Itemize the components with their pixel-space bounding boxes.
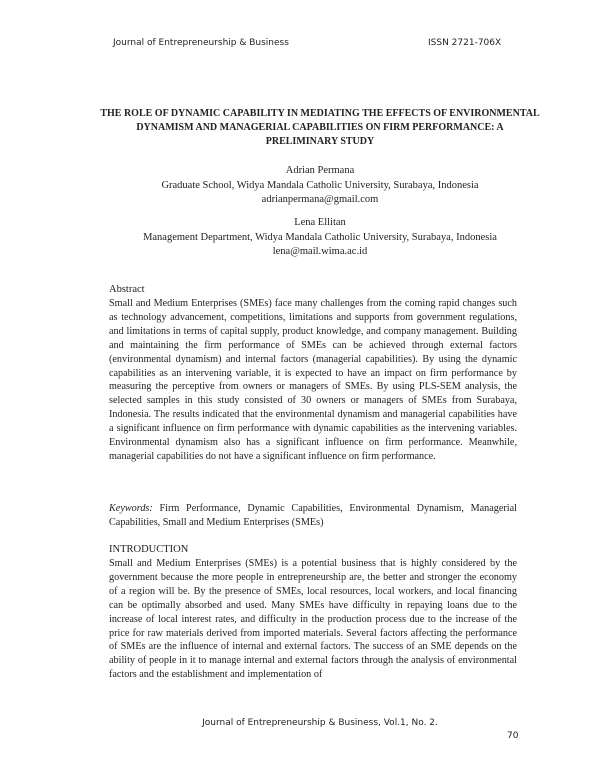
- running-header-issn: ISSN 2721-706X: [428, 38, 502, 48]
- keywords-label: Keywords:: [109, 503, 153, 514]
- author-block-1: [80, 164, 560, 208]
- author-email: adrianpermana@gmail.com: [261, 194, 379, 205]
- keywords-list: Firm Performance, Dynamic Capabilities, Environmental Dynamism, Managerial Capabilities, Small and Medium Enterprises (SMEs): [109, 503, 517, 528]
- author-name: Lena Ellitan: [294, 217, 346, 228]
- author-block-2: [80, 216, 560, 260]
- author-affiliation: Graduate School, Widya Mandala Catholic University, Surabaya, Indonesia: [161, 179, 479, 191]
- introduction-heading: INTRODUCTION: [109, 544, 189, 555]
- author-email: lena@mail.wima.ac.id: [272, 246, 368, 257]
- page-number: 70: [507, 731, 519, 741]
- abstract-text: Small and Medium Enterprises (SMEs) face many challenges from the coming rapid changes such as technology advancement, competitions, limitations and supports from government regulations, and limitations in terms of capital supply, product knowledge, and company management. Building and maintaining the firm performance of SMEs can be achieved through external factors (environmental dynamism) and internal factors (managerial capabilities). By using the dynamic capabilities as an intervening variable, it is expected to have an impact on firm performance by measuring the perceptive from owners or managers of SMEs. By using PLS-SEM analysis, the selected samples in this study consisted of 30 owners or managers of SMEs from Surabaya, Indonesia. The results indicated that the environmental dynamism and managerial capabilities have a significant influence on firm performance with dynamic capabilities as the intervening variables. Environmental dynamism also has a significant influence on firm performance. Meanwhile, managerial capabilities do not have a significant influence on firm performance.: [109, 298, 517, 462]
- keywords-paragraph: [109, 502, 517, 530]
- author-name: Adrian Permana: [285, 165, 355, 176]
- author-affiliation: Management Department, Widya Mandala Catholic University, Surabaya, Indonesia: [143, 231, 497, 243]
- abstract-heading: Abstract: [109, 284, 145, 295]
- running-header-journal: Journal of Entrepreneurship & Business: [113, 38, 289, 48]
- paper-title: THE ROLE OF DYNAMIC CAPABILITY IN MEDIATING THE EFFECTS OF ENVIRONMENTAL DYNAMISM AND MANAGERIAL CAPABILITIES ON FIRM PERFORMANCE: A PRELIMINARY STUDY: [100, 108, 540, 147]
- introduction-text: Small and Medium Enterprises (SMEs) is a potential business that is highly considered by the government because the more people in entrepreneurship are, the better and stronger the economy of a region will be. By the presence of SMEs, local resources, local workers, and local financing can be optimally absorbed and used. Many SMEs have difficulty in repaying loans due to the increase of local interest rates, and difficulty in the production process due to the increase of the price for raw materials derived from imported materials. Several factors affecting the performance of SMEs are the influence of internal and external factors. The success of an SME depends on the ability of people in it to manage internal and external factors through the analysis of environmental factors and the establishment and implementation of: [109, 558, 517, 681]
- page-footer: Journal of Entrepreneurship & Business, Vol.1, No. 2.: [202, 718, 438, 728]
